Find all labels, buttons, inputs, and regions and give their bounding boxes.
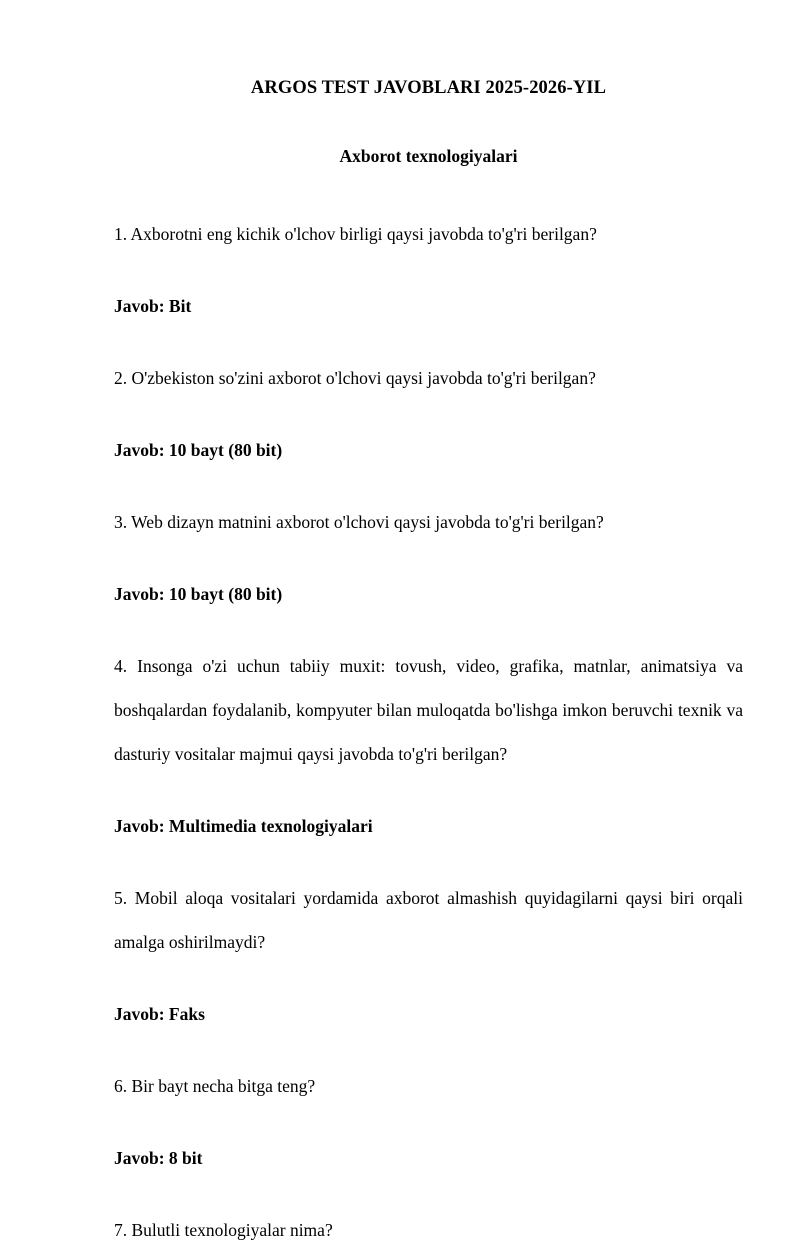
question-text: 2. O'zbekiston so'zini axborot o'lchovi qaysi javobda to'g'ri berilgan? [114,368,596,388]
question-text: 7. Bulutli texnologiyalar nima? [114,1220,333,1240]
question-text: 3. Web dizayn matnini axborot o'lchovi qaysi javobda to'g'ri berilgan? [114,512,604,532]
answer-text: Javob: 10 bayt (80 bit) [114,440,283,460]
page-title: ARGOS TEST JAVOBLARI 2025-2026-YIL [250,78,607,98]
answer-text: Javob: 8 bit [114,1148,203,1168]
answer-text: Javob: Bit [114,296,192,316]
answer-text: Javob: 10 bayt (80 bit) [114,584,283,604]
section-subtitle: Axborot texnologiyalari [339,146,518,166]
answer-text: Javob: Faks [114,1004,205,1024]
question-text: 1. Axborotni eng kichik o'lchov birligi qaysi javobda to'g'ri berilgan? [114,224,597,244]
question-text: 6. Bir bayt necha bitga teng? [114,1076,316,1096]
question-text: 4. Insonga o'zi uchun tabiiy muxit: tovush, video, grafika, matnlar, animatsiya va boshqalardan foydalanib, kompyuter bilan muloqatda bo'lishga imkon beruvchi texnik va dasturiy vositalar majmui qaysi javobda to'g'ri berilgan? [114,656,743,764]
question-text: 5. Mobil aloqa vositalari yordamida axborot almashish quyidagilarni qaysi biri orqali amalga oshirilmaydi? [114,888,743,952]
answer-text: Javob: Multimedia texnologiyalari [114,816,373,836]
qa-list [114,212,743,1252]
